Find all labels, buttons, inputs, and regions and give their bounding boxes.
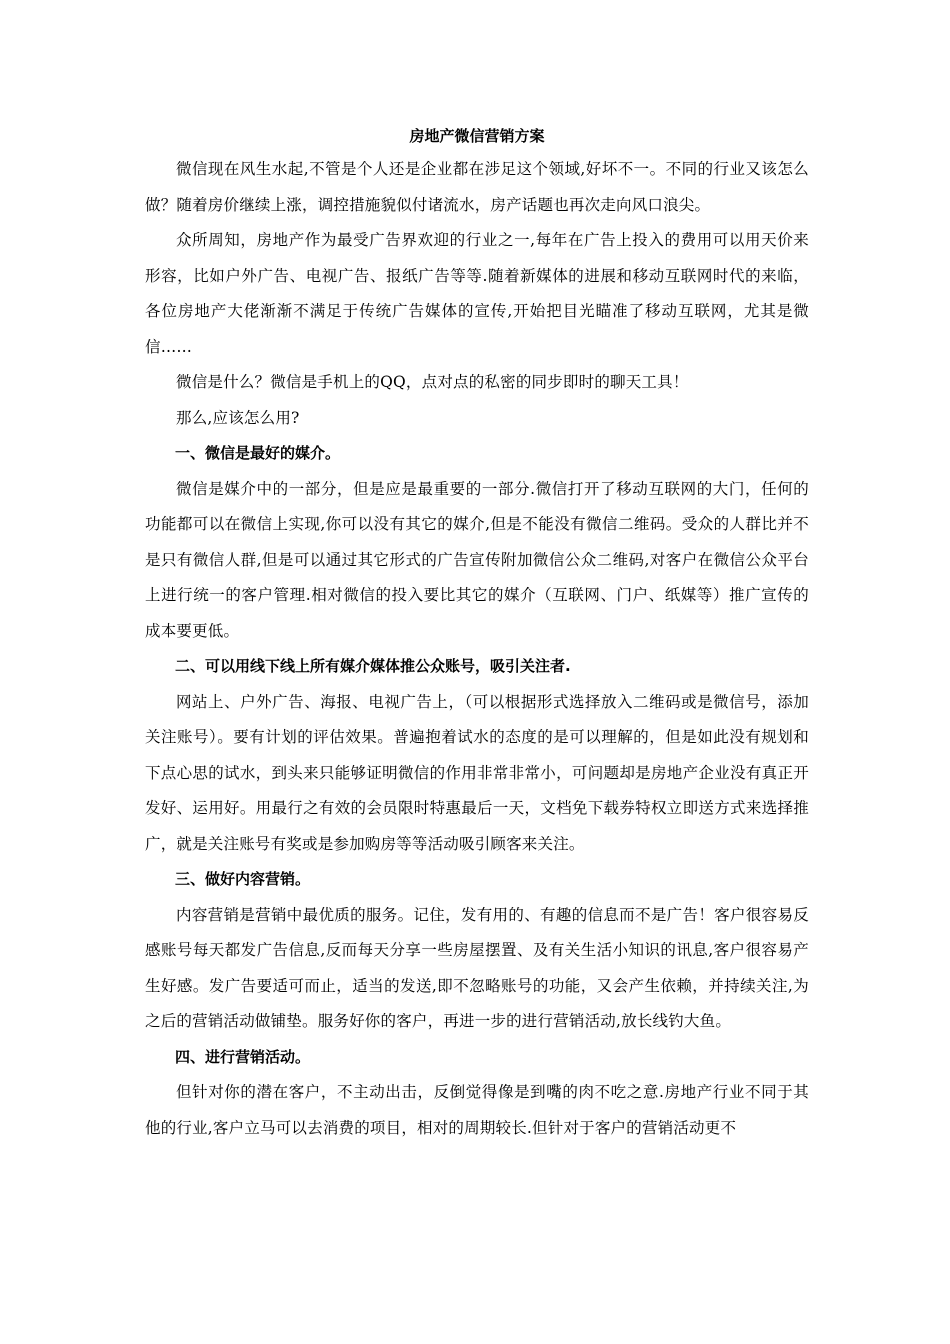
section-heading: 二、可以用线下线上所有媒介媒体推公众账号，吸引关注者.: [175, 657, 571, 675]
paragraph: 那么,应该怎么用?: [176, 408, 300, 427]
paragraph: 微信是媒介中的一部分，但是应是最重要的一部分.微信打开了移动互联网的大门，任何的功能都可以在微信上实现,你可以没有其它的媒介,但是不能没有微信二维码。受众的人群比并不是只有微信人群,但是可以通过其它形式的广告宣传附加微信公众二维码,对客户在微信公众平台上进行统一的客户管理.相对微信的投入要比其它的媒介（互联网、门户、纸媒等）推广宣传的成本要更低。: [145, 479, 809, 640]
section-heading: 一、微信是最好的媒介。: [175, 444, 341, 462]
paragraph: 内容营销是营销中最优质的服务。记住，发有用的、有趣的信息而不是广告！客户很容易反感账号每天都发广告信息,反而每天分享一些房屋摆置、及有关生活小知识的讯息,客户很容易产生好感。发广告要适可而止，适当的发送,即不忽略账号的功能，又会产生依赖，并持续关注,为之后的营销活动做铺垫。服务好你的客户，再进一步的进行营销活动,放长线钓大鱼。: [145, 905, 809, 1030]
document-body: [145, 124, 809, 1146]
paragraph: 网站上、户外广告、海报、电视广告上，（可以根据形式选择放入二维码或是微信号，添加关注账号）。要有计划的评估效果。普遍抱着试水的态度的是可以理解的，但是如此没有规划和下点心思的试水，到头来只能够证明微信的作用非常非常小，可问题却是房地产企业没有真正开发好、运用好。用最行之有效的会员限时特惠最后一天，文档免下载券特权立即送方式来选择推广，就是关注账号有奖或是参加购房等等活动吸引顾客来关注。: [145, 692, 809, 853]
paragraph: 众所周知，房地产作为最受广告界欢迎的行业之一,每年在广告上投入的费用可以用天价来形容，比如户外广告、电视广告、报纸广告等等.随着新媒体的进展和移动互联网时代的来临，各位房地产大佬渐渐不满足于传统广告媒体的宣传,开始把目光瞄准了移动互联网，尤其是微信……: [145, 231, 809, 356]
paragraph: 微信是什么？微信是手机上的QQ，点对点的私密的同步即时的聊天工具！: [176, 373, 689, 391]
paragraph: 微信现在风生水起,不管是个人还是企业都在涉足这个领域,好坏不一。不同的行业又该怎么做？随着房价继续上涨，调控措施貌似付诸流水，房产话题也再次走向风口浪尖。: [145, 160, 809, 214]
paragraph: 但针对你的潜在客户，不主动出击，反倒觉得像是到嘴的肉不吃之意.房地产行业不同于其他的行业,客户立马可以去消费的项目，相对的周期较长.但针对于客户的营销活动更不: [145, 1083, 809, 1137]
document-title: 房地产微信营销方案: [409, 127, 545, 145]
section-heading: 三、做好内容营销。: [175, 870, 311, 888]
section-heading: 四、进行营销活动。: [175, 1047, 311, 1066]
